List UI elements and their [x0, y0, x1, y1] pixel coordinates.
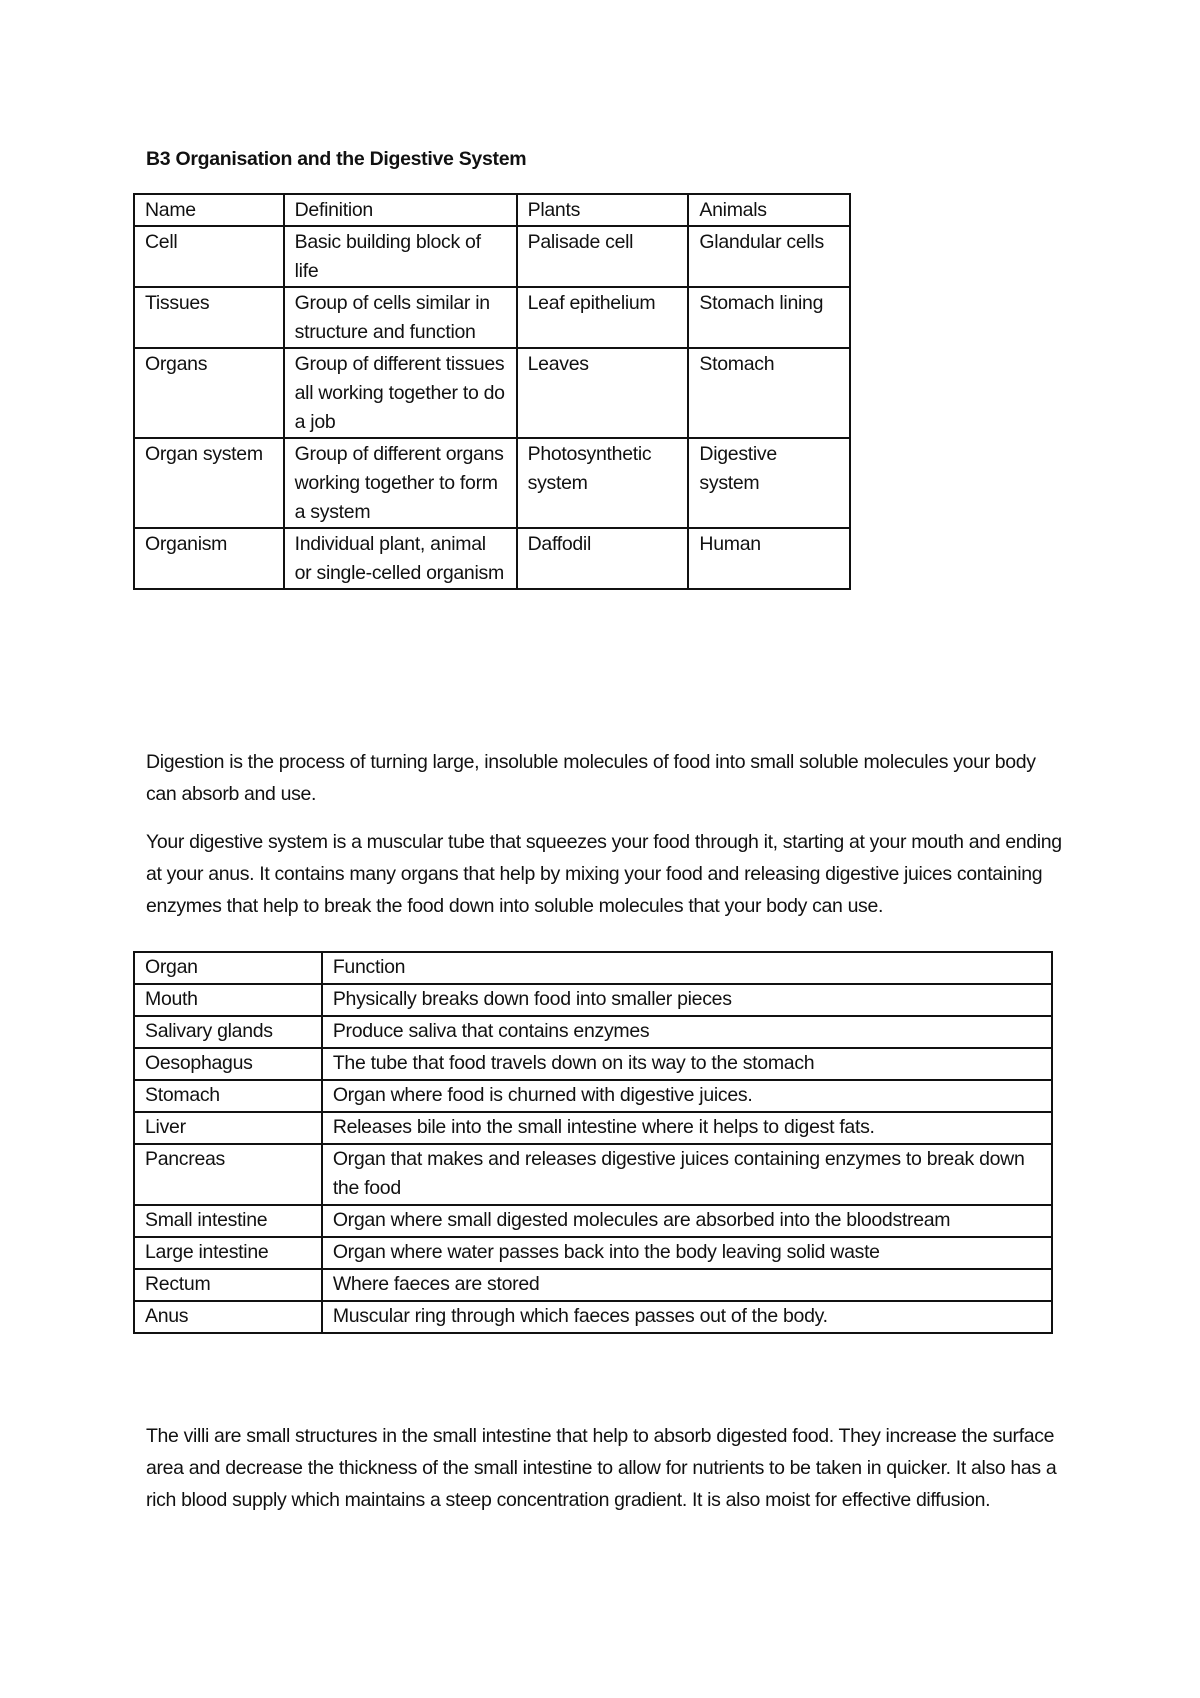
header-cell-plants: Plants: [517, 194, 689, 226]
cell-definition: Group of cells similar in structure and function: [284, 287, 517, 348]
cell-function: Organ that makes and releases digestive juices containing enzymes to break down the food: [322, 1144, 1052, 1205]
cell-organ: Pancreas: [134, 1144, 322, 1205]
header-cell-function: Function: [322, 952, 1052, 984]
cell-animals: Stomach: [688, 348, 850, 438]
cell-function: Organ where small digested molecules are absorbed into the bloodstream: [322, 1205, 1052, 1237]
table-row: [134, 438, 850, 528]
cell-name: Tissues: [134, 287, 284, 348]
cell-animals: Digestive system: [688, 438, 850, 528]
cell-function: The tube that food travels down on its way to the stomach: [322, 1048, 1052, 1080]
cell-animals: Glandular cells: [688, 226, 850, 287]
cell-plants: Leaf epithelium: [517, 287, 689, 348]
cell-name: Organism: [134, 528, 284, 589]
cell-function: Organ where food is churned with digestive juices.: [322, 1080, 1052, 1112]
table-row: [134, 1080, 1052, 1112]
cell-definition: Individual plant, animal or single-celled organism: [284, 528, 517, 589]
table-row: [134, 226, 850, 287]
cell-name: Cell: [134, 226, 284, 287]
cell-organ: Rectum: [134, 1269, 322, 1301]
cell-definition: Group of different tissues all working together to do a job: [284, 348, 517, 438]
cell-function: Physically breaks down food into smaller pieces: [322, 984, 1052, 1016]
table-row: [134, 1237, 1052, 1269]
cell-organ: Small intestine: [134, 1205, 322, 1237]
cell-organ: Liver: [134, 1112, 322, 1144]
cell-function: Releases bile into the small intestine where it helps to digest fats.: [322, 1112, 1052, 1144]
organ-functions-table: [133, 951, 1053, 1334]
table-header-row: [134, 194, 850, 226]
cell-organ: Oesophagus: [134, 1048, 322, 1080]
cell-function: Where faeces are stored: [322, 1269, 1052, 1301]
header-cell-name: Name: [134, 194, 284, 226]
cell-definition: Group of different organs working together to form a system: [284, 438, 517, 528]
page-title: B3 Organisation and the Digestive System: [146, 148, 527, 170]
digestion-paragraph: Digestion is the process of turning large, insoluble molecules of food into small soluble molecules your body can absorb and use.: [146, 750, 1036, 805]
table-row: [134, 1112, 1052, 1144]
cell-organ: Mouth: [134, 984, 322, 1016]
table-row: [134, 1205, 1052, 1237]
cell-plants: Daffodil: [517, 528, 689, 589]
table-row: [134, 984, 1052, 1016]
organisation-levels-table: [133, 193, 851, 590]
table-row: [134, 1016, 1052, 1048]
table-row: [134, 1269, 1052, 1301]
table-row: [134, 528, 850, 589]
cell-animals: Stomach lining: [688, 287, 850, 348]
header-cell-organ: Organ: [134, 952, 322, 984]
table-row: [134, 348, 850, 438]
cell-plants: Palisade cell: [517, 226, 689, 287]
cell-organ: Large intestine: [134, 1237, 322, 1269]
table-row: [134, 1144, 1052, 1205]
cell-organ: Salivary glands: [134, 1016, 322, 1048]
cell-function: Organ where water passes back into the body leaving solid waste: [322, 1237, 1052, 1269]
villi-paragraph: The villi are small structures in the small intestine that help to absorb digested food. They increase the surface area and decrease the thickness of the small intestine to allow for nutrients to be taken in quicker. It also has a rich blood supply which maintains a steep concentration gradient. It is also moist for effective diffusion.: [146, 1424, 1057, 1511]
cell-plants: Leaves: [517, 348, 689, 438]
cell-function: Muscular ring through which faeces passes out of the body.: [322, 1301, 1052, 1333]
cell-definition: Basic building block of life: [284, 226, 517, 287]
table-row: [134, 287, 850, 348]
header-cell-animals: Animals: [688, 194, 850, 226]
cell-name: Organ system: [134, 438, 284, 528]
table-header-row: [134, 952, 1052, 984]
digestive-system-paragraph: Your digestive system is a muscular tube that squeezes your food through it, starting at your mouth and ending at your anus. It contains many organs that help by mixing your food and releasing digestive juices containing enzymes that help to break the food down into soluble molecules that your body can use.: [146, 830, 1062, 917]
table-row: [134, 1048, 1052, 1080]
cell-animals: Human: [688, 528, 850, 589]
cell-plants: Photosynthetic system: [517, 438, 689, 528]
cell-organ: Anus: [134, 1301, 322, 1333]
cell-organ: Stomach: [134, 1080, 322, 1112]
table-row: [134, 1301, 1052, 1333]
header-cell-definition: Definition: [284, 194, 517, 226]
cell-function: Produce saliva that contains enzymes: [322, 1016, 1052, 1048]
cell-name: Organs: [134, 348, 284, 438]
